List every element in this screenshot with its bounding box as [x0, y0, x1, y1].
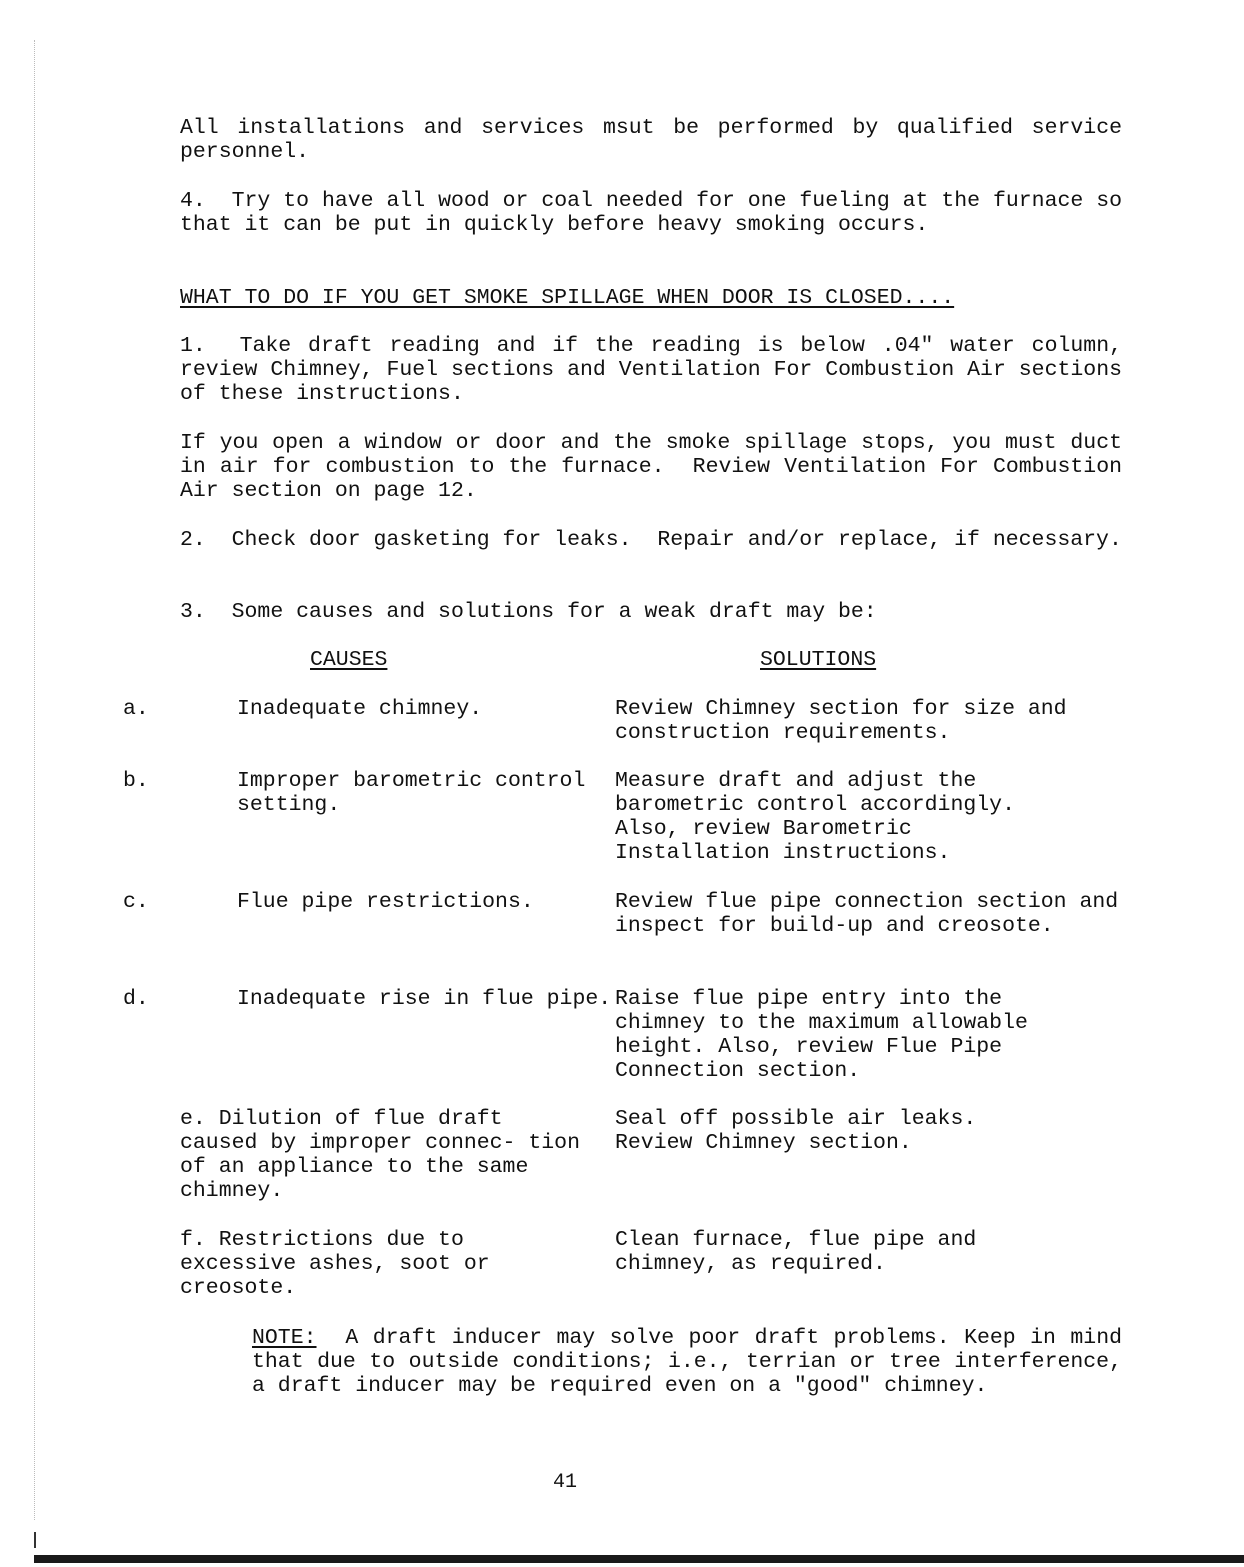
scan-margin-line	[34, 40, 36, 1520]
cause-text: Dilution of flue draft caused by improper connec- tion of an appliance to the same chimney.	[180, 1107, 580, 1203]
solution-item: Raise flue pipe entry into the chimney to the maximum allowable height. Also, review Flue Pipe Connection section.	[615, 987, 1028, 1083]
note-label: NOTE:	[252, 1326, 317, 1350]
solutions-header: SOLUTIONS	[760, 648, 877, 672]
step-2-paragraph: 2. Check door gasketing for leaks. Repair and/or replace, if necessary.	[180, 528, 1122, 552]
cause-item	[123, 697, 657, 721]
solution-item: Review flue pipe connection section and inspect for build-up and creosote.	[615, 890, 1119, 938]
step-4-paragraph: 4. Try to have all wood or coal needed for one fueling at the furnace so that it can be put in quickly before heavy smoking occurs.	[180, 189, 1135, 237]
cause-letter: b.	[123, 769, 149, 793]
cause-letter: a.	[123, 697, 149, 721]
cause-letter: c.	[123, 890, 149, 914]
cause-text: Flue pipe restrictions.	[237, 890, 534, 914]
note-paragraph	[252, 1326, 1122, 1398]
step-3-paragraph: 3. Some causes and solutions for a weak draft may be:	[180, 600, 877, 624]
solution-item: Seal off possible air leaks. Review Chimney section.	[615, 1107, 977, 1155]
scan-bottom-edge	[34, 1555, 1244, 1563]
scan-edge-mark	[34, 1532, 36, 1548]
cause-item	[180, 1228, 550, 1300]
note-text: A draft inducer may solve poor draft problems. Keep in mind that due to outside conditions; i.e., terrian or tree interference, a draft inducer may be required even on a "good" chimney.	[252, 1326, 1122, 1398]
solution-item: Clean furnace, flue pipe and chimney, as required.	[615, 1228, 977, 1276]
solution-item: Measure draft and adjust the barometric control accordingly. Also, review Barometric Installation instructions.	[615, 769, 1015, 865]
window-door-paragraph: If you open a window or door and the smoke spillage stops, you must duct in air for combustion to the furnace. Review Ventilation For Combustion Air section on page 12.	[180, 431, 1135, 503]
cause-letter: e.	[180, 1107, 206, 1131]
causes-header: CAUSES	[310, 648, 388, 672]
solution-item: Review Chimney section for size and construction requirements.	[615, 697, 1067, 745]
cause-text: Restrictions due to excessive ashes, soot or creosote.	[180, 1228, 490, 1300]
intro-paragraph: All installations and services msut be performed by qualified service personnel.	[180, 116, 1135, 164]
cause-letter: f.	[180, 1228, 206, 1252]
cause-item	[123, 890, 657, 914]
cause-item	[123, 987, 657, 1011]
section-heading: WHAT TO DO IF YOU GET SMOKE SPILLAGE WHEN DOOR IS CLOSED....	[180, 286, 955, 310]
step-1-paragraph: 1. Take draft reading and if the reading is below .04" water column, review Chimney, Fuel sections and Ventilation For Combustion Air sections of these instructions.	[180, 334, 1135, 406]
cause-item	[123, 769, 597, 817]
cause-letter: d.	[123, 987, 149, 1011]
page-number: 41	[553, 1471, 578, 1494]
cause-text: Inadequate rise in flue pipe.	[237, 987, 612, 1011]
cause-item	[180, 1107, 580, 1203]
cause-text: Improper barometric control setting.	[237, 769, 586, 817]
cause-text: Inadequate chimney.	[237, 697, 483, 721]
